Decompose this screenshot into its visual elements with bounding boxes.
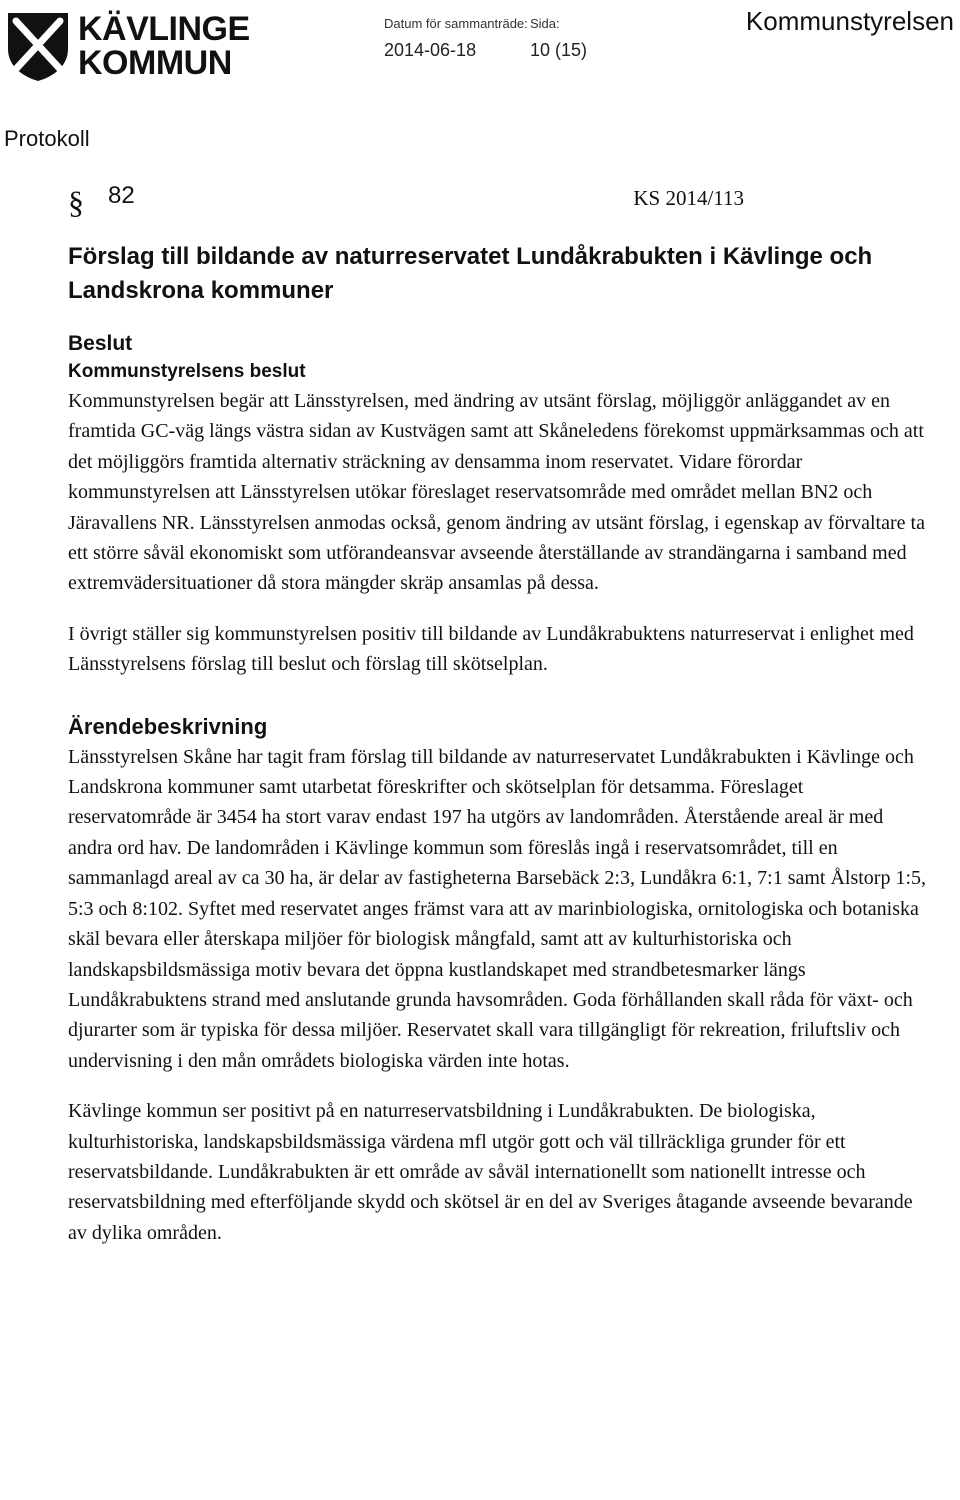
case-number: KS 2014/113	[633, 186, 744, 210]
meeting-date-value: 2014-06-18	[384, 40, 477, 60]
section-heading	[68, 180, 744, 220]
logo-wordmark	[78, 12, 250, 80]
description-paragraph-2: Kävlinge kommun ser positivt på en naturreservatsbildning i Lundåkrabukten. De biologiska, kulturhistoriska, landskapsbildsmässiga värdena mfl utgör gott och väl tillräckliga grunder för ett reservatsbildande. Lundåkrabukten är ett område av såväl internationellt som nationellt intresse och reservatsbildning med efterföljande skydd och skötsel är en del av Sveriges åtagande avseende bevarande av dylika områden.	[68, 1100, 913, 1244]
page-title: Förslag till bildande av naturreservatet Lundåkrabukten i Kävlinge och Landskrona kommuner	[68, 243, 873, 304]
description-paragraph-1: Länsstyrelsen Skåne har tagit fram förslag till bildande av naturreservatet Lundåkrabukten i Kävlinge och Landskrona kommuner samt utarbetat föreskrifter och skötselplan för detsamma. Föreslaget reservatområde är 3454 ha stort varav endast 197 ha utgörs av landområden. Återstående areal är med andra ord hav. De landområden i Kävlinge kommun som föreslås ingå i reservatsområdet, till en sammanlagd areal av ca 30 ha, är delar av fastigheterna Barsebäck 2:3, Lundåkra 6:1, 7:1 samt Ålstorp 1:5, 5:3 och 8:102. Syftet med reservatet anges främst vara att av marinbiologiska, ornitologiska och botaniska skäl bevara eller återskapa miljöer för biologisk mångfald, samt att av kulturhistoriska och landskapsbildsmässiga motiv bevara det öppna kustlandskapet med strandbetesmarker längs Lundåkrabuktens strand med anslutande grunda havsområden. Goda förhållanden skall råda för växt- och djurarter som är typiska för dessa miljöer. Reservatet skall vara tillgängligt för rekreation, friluftsliv och undervisning i den mån områdets biologiska värden inte hotas.	[68, 745, 927, 1072]
decision-subheading: Kommunstyrelsens beslut	[68, 361, 306, 382]
document-type: Protokoll	[4, 126, 90, 151]
kavlinge-kommun-logo	[4, 6, 250, 86]
decision-heading: Beslut	[68, 332, 133, 355]
description-heading: Ärendebeskrivning	[68, 713, 268, 739]
page-label: Sida:	[530, 16, 560, 31]
decision-paragraph-1: Kommunstyrelsen begär att Länsstyrelsen, med ändring av utsänt förslag, möjliggör anläggandet av en framtida GC-väg längs västra sidan av Kustvägen samt att Skåneledens förekomst uppmärksammas och att det möjliggörs framtida alternativ sträckning av densamma inom reservatet. Vidare förordar kommunstyrelsen att Länsstyrelsen utökar föreslaget reservatsområde med området mellan BN2 och Järavallens NR. Länsstyrelsen anmodas också, genom ändring av utsänt förslag, i egenskap av förvaltare ta ett större såväl ekonomiskt som utförandeansvar avseende återställande av strandängarna i samband med extremvädersituationer då stora mängder skräp ansamlas på dessa.	[68, 390, 925, 595]
meeting-date-label: Datum för sammanträde:	[384, 16, 528, 31]
page-value: 10 (15)	[530, 40, 588, 60]
paragraph-number: 82	[108, 182, 135, 209]
municipal-crest-icon	[4, 9, 72, 83]
paragraph-sign-icon: §	[68, 184, 84, 220]
meeting-date-block	[384, 16, 528, 61]
document-body	[68, 330, 928, 1248]
decision-paragraph-2: I övrigt ställer sig kommunstyrelsen positiv till bildande av Lundåkrabuktens naturreservat i enlighet med Länsstyrelsens förslag till beslut och förslag till skötselplan.	[68, 622, 914, 676]
logo-line-1: KÄVLINGE	[78, 10, 250, 48]
logo-line-2: KOMMUN	[78, 44, 232, 82]
page-number-block	[530, 16, 587, 61]
organization-name: Kommunstyrelsen	[745, 6, 954, 36]
